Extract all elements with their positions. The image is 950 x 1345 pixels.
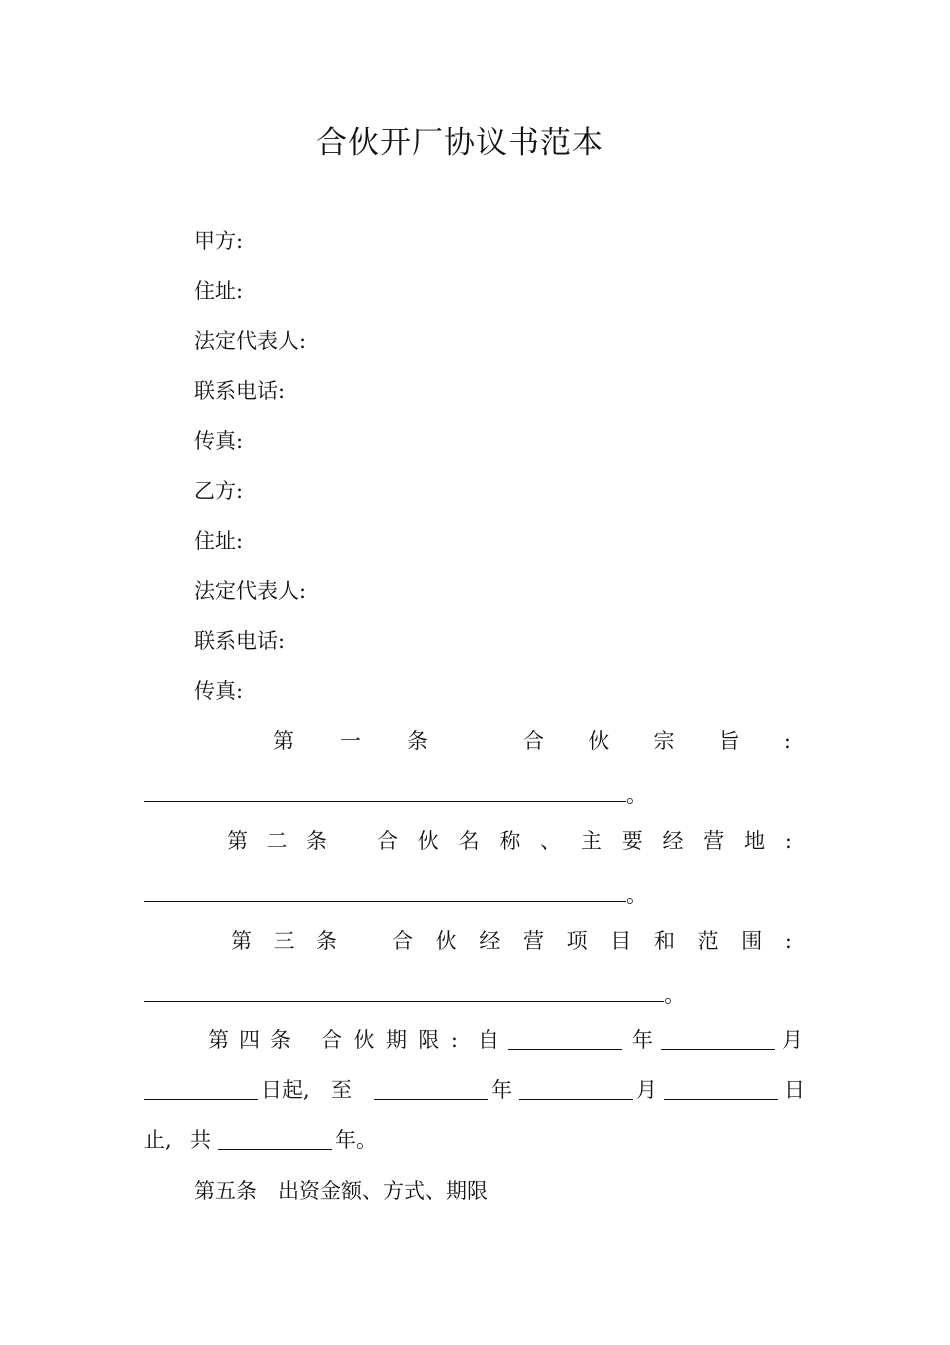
end-year-blank bbox=[374, 1079, 488, 1100]
end-month-blank bbox=[519, 1079, 633, 1100]
party-a-rep-label: 法定代表人: bbox=[194, 329, 307, 353]
article-1-char: 伙 bbox=[588, 729, 610, 753]
article-4-char: 第 bbox=[208, 1028, 229, 1052]
party-b-address-label: 住址: bbox=[194, 529, 244, 553]
article-2-end: 。 bbox=[626, 883, 647, 907]
from-text: 日起, bbox=[261, 1078, 310, 1102]
article-3-char: 和 bbox=[653, 929, 675, 953]
article-1-char: 合 bbox=[523, 729, 544, 753]
day-start-blank bbox=[144, 1079, 258, 1100]
article-2-char: 要 bbox=[621, 829, 643, 853]
article-2-char: 经 bbox=[662, 829, 684, 853]
article-3-char: 伙 bbox=[435, 929, 457, 953]
end-month-unit: 月 bbox=[636, 1078, 657, 1102]
article-4-char: 伙 bbox=[353, 1028, 375, 1052]
article-1-char: 宗 bbox=[653, 729, 675, 753]
article-2-char: 地 bbox=[744, 829, 766, 853]
stop-text: 止, bbox=[144, 1128, 172, 1152]
article-2-char: 二 bbox=[266, 829, 288, 853]
article-4-char: 限 bbox=[418, 1028, 440, 1052]
article-1-blank bbox=[144, 781, 626, 802]
article-3-blank bbox=[144, 981, 664, 1002]
article-3-char: 目 bbox=[610, 929, 632, 953]
article-2-char: 第 bbox=[227, 829, 248, 853]
article-4-char: 自 bbox=[478, 1028, 499, 1052]
article-3-char: 条 bbox=[316, 929, 337, 953]
article-2-blank bbox=[144, 881, 626, 902]
article-2-char: 名 bbox=[458, 829, 480, 853]
article-5-heading: 第五条 出资金额、方式、期限 bbox=[194, 1179, 488, 1203]
party-a-phone-label: 联系电话: bbox=[194, 379, 286, 403]
article-4-char: 四 bbox=[239, 1028, 260, 1052]
article-2-char: 称 bbox=[499, 829, 521, 853]
party-a-fax-label: 传真: bbox=[194, 429, 244, 453]
month-unit: 月 bbox=[782, 1028, 803, 1052]
article-2-char: 营 bbox=[703, 829, 725, 853]
article-1-char: 条 bbox=[407, 729, 428, 753]
article-3-blank-line bbox=[144, 980, 685, 1010]
article-3-char: 项 bbox=[566, 929, 588, 953]
article-1-char: 旨 bbox=[718, 729, 740, 753]
end-day-blank bbox=[664, 1079, 778, 1100]
article-3-char: 围 bbox=[741, 929, 763, 953]
article-4-char: 期 bbox=[385, 1028, 407, 1052]
article-1-blank-line bbox=[144, 780, 647, 810]
article-3-char: 范 bbox=[697, 929, 719, 953]
article-3-char: : bbox=[784, 929, 792, 953]
article-3-end: 。 bbox=[664, 983, 685, 1007]
article-2-char: 、 bbox=[540, 829, 562, 853]
article-1-end: 。 bbox=[626, 783, 647, 807]
article-2-char: 主 bbox=[580, 829, 602, 853]
document-title: 合伙开厂协议书范本 bbox=[316, 125, 604, 161]
article-4-char: 条 bbox=[270, 1028, 291, 1052]
total-text: 共 bbox=[190, 1128, 211, 1152]
article-1-char: 一 bbox=[340, 729, 361, 753]
article-3-char: 第 bbox=[231, 929, 252, 953]
to-text: 至 bbox=[331, 1078, 352, 1102]
article-4-char: 合 bbox=[321, 1028, 342, 1052]
end-year-unit: 年 bbox=[491, 1078, 512, 1102]
total-years-end: 年。 bbox=[335, 1128, 377, 1152]
party-b-name-label: 乙方: bbox=[194, 479, 244, 503]
party-a-name-label: 甲方: bbox=[194, 229, 244, 253]
total-years-blank bbox=[218, 1129, 332, 1150]
article-3-char: 合 bbox=[392, 929, 413, 953]
article-2-char: 条 bbox=[306, 829, 327, 853]
party-b-phone-label: 联系电话: bbox=[194, 629, 286, 653]
article-3-char: 三 bbox=[273, 929, 295, 953]
year-unit: 年 bbox=[632, 1028, 653, 1052]
year-blank bbox=[508, 1029, 622, 1050]
article-2-blank-line bbox=[144, 880, 647, 910]
month-blank bbox=[661, 1029, 775, 1050]
article-2-char: 伙 bbox=[417, 829, 439, 853]
article-2-char: 合 bbox=[377, 829, 398, 853]
party-b-fax-label: 传真: bbox=[194, 679, 244, 703]
end-day-unit: 日 bbox=[784, 1078, 805, 1102]
party-b-rep-label: 法定代表人: bbox=[194, 579, 307, 603]
party-a-address-label: 住址: bbox=[194, 279, 244, 303]
article-3-char: 营 bbox=[522, 929, 544, 953]
article-4-char: : bbox=[450, 1028, 458, 1052]
article-1-char: : bbox=[783, 729, 791, 753]
article-3-char: 经 bbox=[479, 929, 501, 953]
article-1-char: 第 bbox=[273, 729, 294, 753]
article-2-char: : bbox=[784, 829, 792, 853]
